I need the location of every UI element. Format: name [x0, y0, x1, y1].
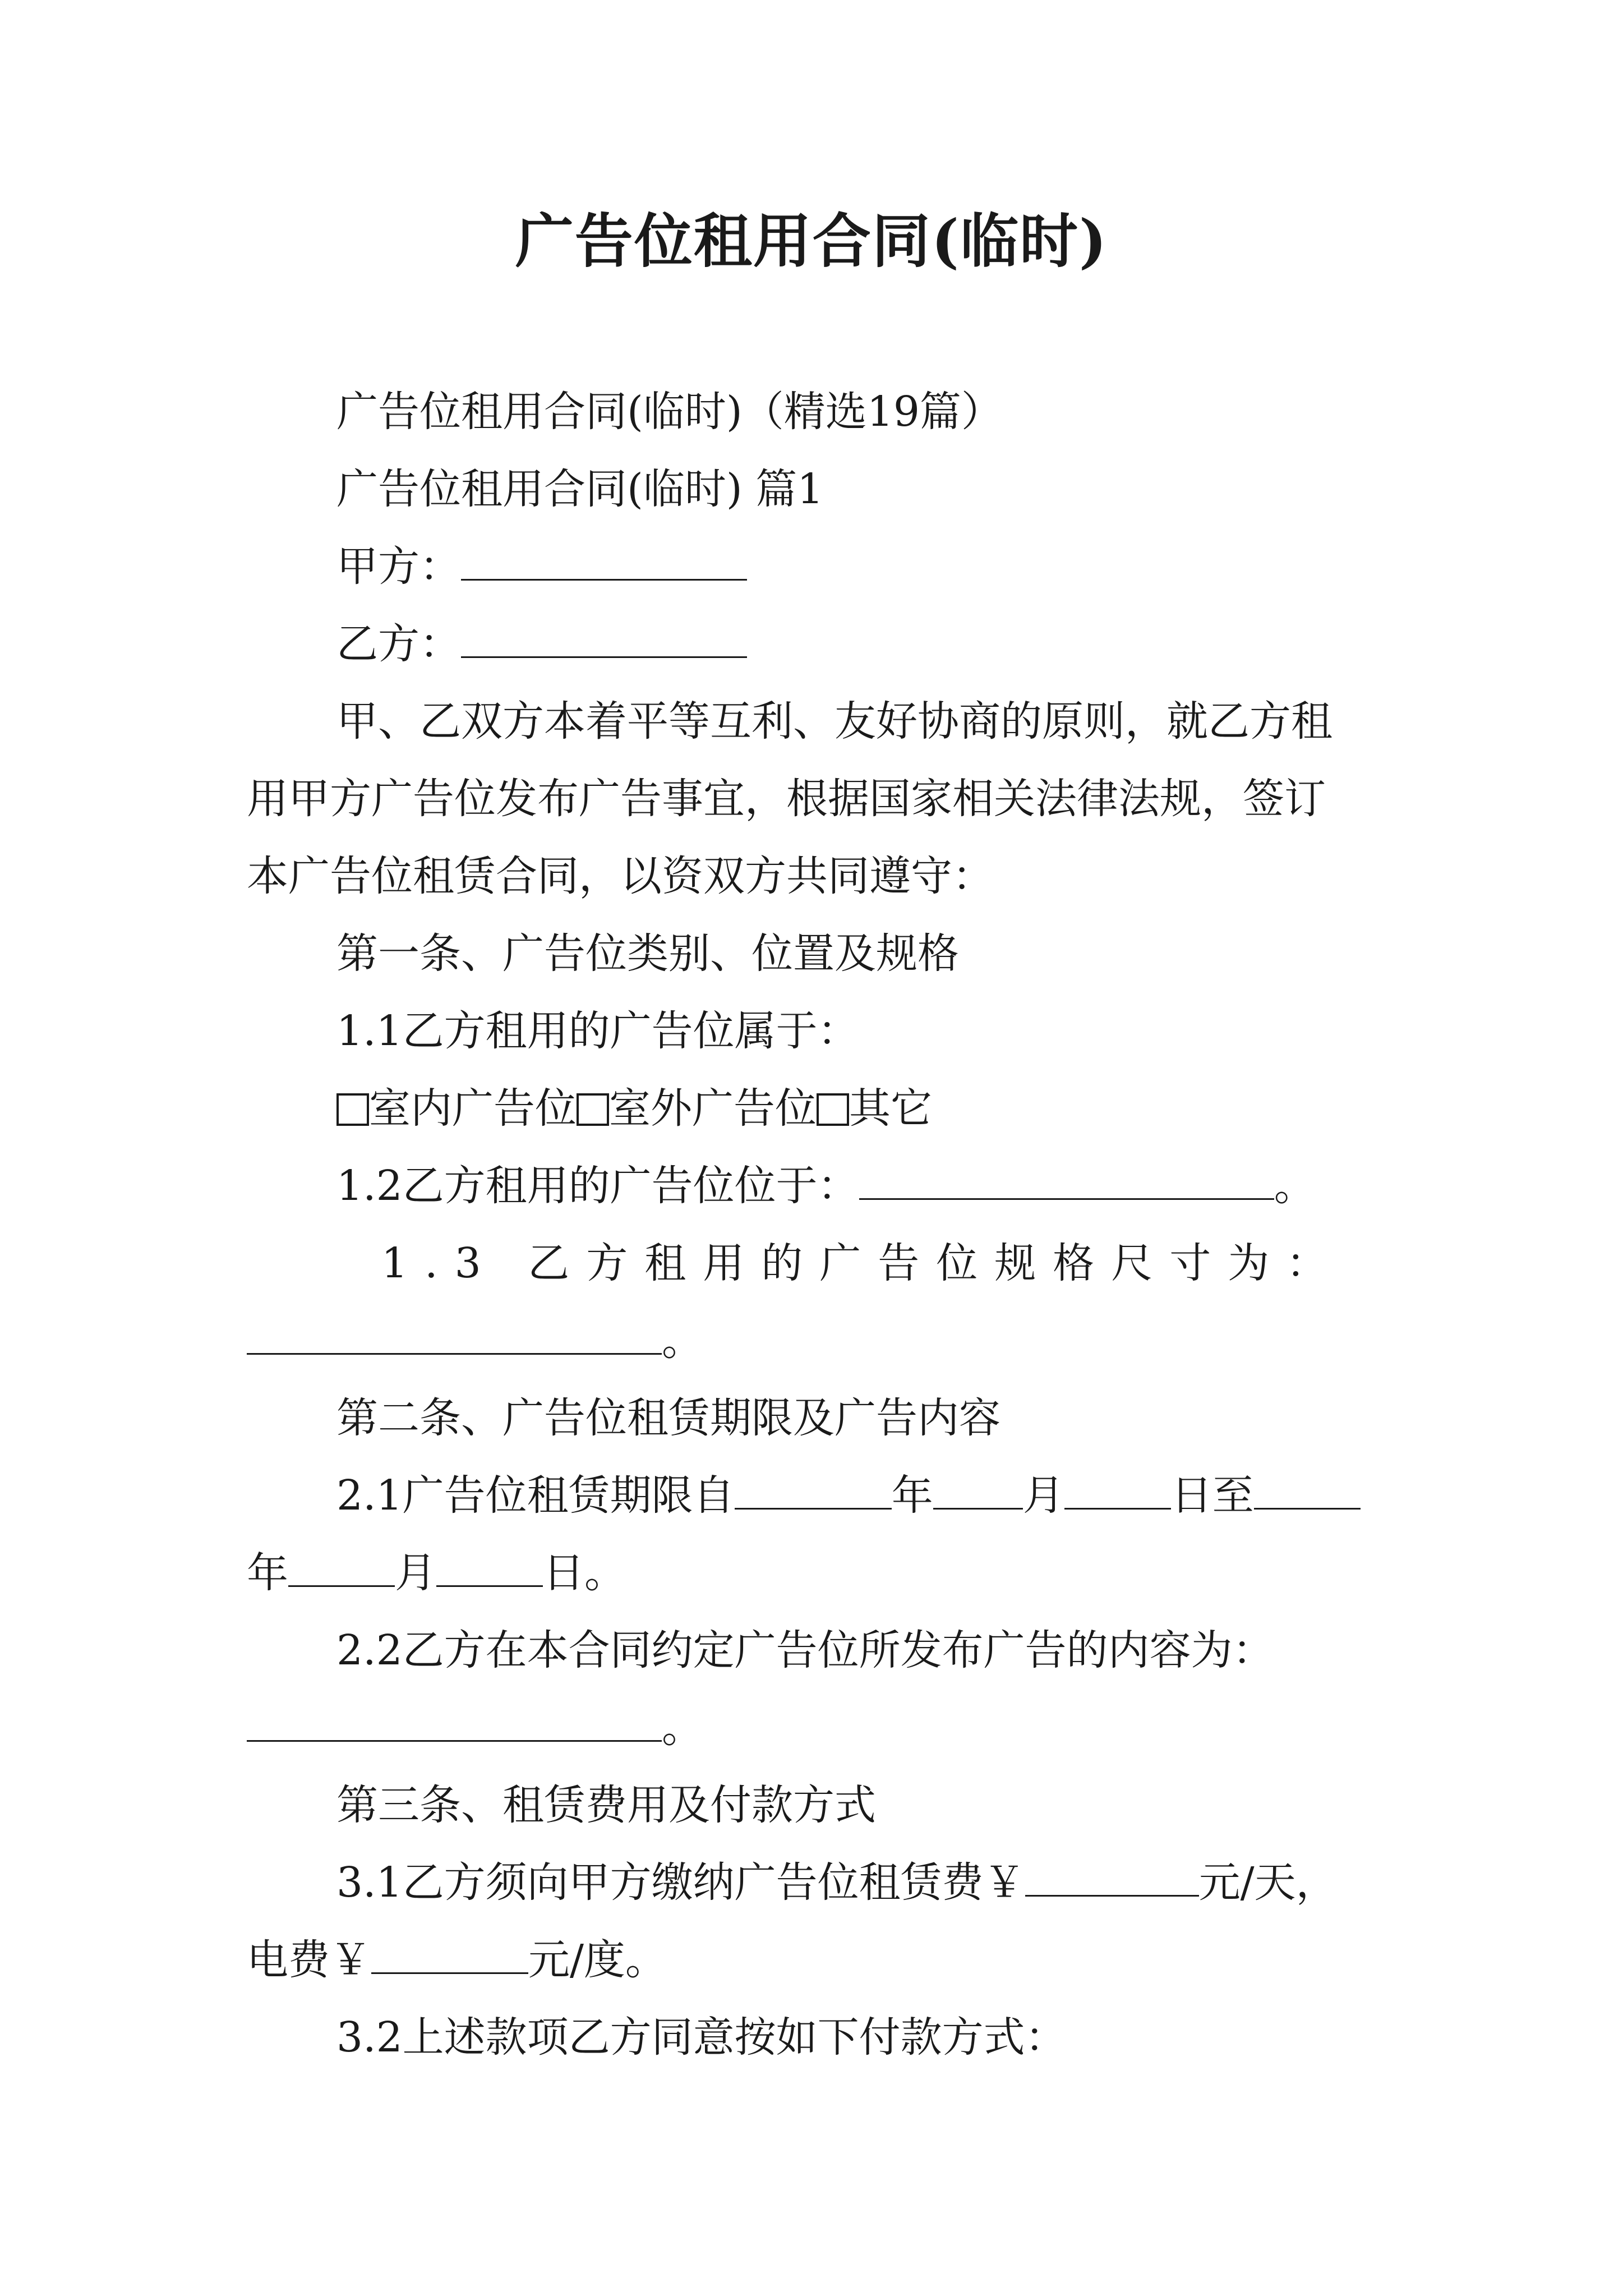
item-3-1	[247, 1844, 1376, 1921]
article2-heading-text: 第二条、广告位租赁期限及广告内容	[336, 1394, 1000, 1442]
start-year-label: 年	[891, 1471, 933, 1520]
start-day-label: 日至	[1170, 1471, 1254, 1520]
content-blank[interactable]	[247, 1708, 662, 1742]
article1-heading-text: 第一条、广告位类别、位置及规格	[336, 930, 959, 978]
item-2-2	[247, 1612, 1376, 1689]
checkbox-other[interactable]	[817, 1093, 849, 1126]
item-2-2-end: 。	[662, 1704, 703, 1752]
party-a-label: 甲方：	[336, 542, 461, 591]
rent-fee-blank[interactable]	[1025, 1862, 1199, 1897]
article2-heading	[247, 1379, 1376, 1457]
electricity-label: 电费￥	[247, 1936, 371, 1984]
preamble-text-1: 甲、乙双方本着平等互利、友好协商的原则，就乙方租	[336, 697, 1332, 746]
item-1-2-text: 1.2乙方租用的广告位位于：	[336, 1162, 859, 1210]
party-a-blank[interactable]	[461, 546, 747, 581]
item-2-1-text: 2.1广告位租赁期限自	[336, 1471, 735, 1520]
party-b-blank[interactable]	[461, 624, 747, 658]
location-blank[interactable]	[859, 1166, 1274, 1200]
item-1-3-end: 。	[662, 1317, 703, 1365]
category-options	[247, 1070, 1376, 1147]
preamble-line-3	[247, 838, 1376, 915]
item-3-2-text: 3.2上述款项乙方同意按如下付款方式：	[336, 2013, 1067, 2062]
rent-fee-unit: 元/天，	[1198, 1858, 1338, 1907]
subtitle-text: 广告位租用合同(临时)（精选19篇）	[336, 388, 1003, 436]
end-year-blank-1[interactable]	[1254, 1475, 1361, 1510]
start-year-blank[interactable]	[735, 1475, 892, 1510]
item-2-1-cont	[247, 1534, 1376, 1612]
end-year-label: 年	[247, 1549, 288, 1597]
subtitle-line	[247, 373, 1376, 450]
article3-heading	[247, 1766, 1376, 1844]
item-2-2-cont	[247, 1689, 1376, 1766]
option-other-label: 其它	[849, 1084, 932, 1133]
article3-heading-text: 第三条、租赁费用及付款方式	[336, 1781, 876, 1829]
end-month-label: 月	[395, 1549, 436, 1597]
start-month-label: 月	[1022, 1471, 1064, 1520]
item-2-1	[247, 1457, 1376, 1534]
item-1-2	[247, 1147, 1376, 1225]
party-b-label: 乙方：	[336, 620, 461, 668]
end-day-blank[interactable]	[436, 1553, 543, 1587]
item-1-3-cont	[247, 1302, 1376, 1379]
chapter-line	[247, 450, 1376, 528]
end-day-label: 日。	[543, 1549, 626, 1597]
party-b-line	[247, 605, 1376, 683]
preamble-text-2: 用甲方广告位发布广告事宜，根据国家相关法律法规，签订	[247, 775, 1326, 823]
party-a-line	[247, 528, 1376, 605]
item-1-3-text: 1.3 乙方租用的广告位规格尺寸为：	[381, 1239, 1345, 1287]
preamble-line-1	[247, 683, 1376, 760]
item-1-1-text: 1.1乙方租用的广告位属于：	[336, 1007, 859, 1055]
size-blank[interactable]	[247, 1320, 662, 1355]
option-indoor-label: 室内广告位	[369, 1084, 577, 1133]
item-3-1-text: 3.1乙方须向甲方缴纳广告位租赁费￥	[336, 1858, 1025, 1907]
document-title: 广告位租用合同(临时)	[515, 206, 1108, 275]
item-3-2	[247, 1999, 1376, 2076]
option-outdoor-label: 室外广告位	[609, 1084, 817, 1133]
checkbox-outdoor[interactable]	[577, 1093, 609, 1126]
preamble-line-2	[247, 760, 1376, 838]
start-month-blank[interactable]	[933, 1475, 1023, 1510]
electricity-unit: 元/度。	[528, 1936, 667, 1984]
chapter-text: 广告位租用合同(临时) 篇1	[336, 465, 824, 513]
end-month-blank[interactable]	[288, 1553, 395, 1587]
electricity-fee-blank[interactable]	[371, 1940, 528, 1974]
checkbox-indoor[interactable]	[336, 1093, 369, 1126]
article1-heading	[247, 915, 1376, 992]
item-1-3	[247, 1225, 1376, 1302]
item-2-2-text: 2.2乙方在本合同约定广告位所发布广告的内容为：	[336, 1626, 1274, 1674]
item-3-1-cont	[247, 1921, 1376, 1999]
item-1-1	[247, 992, 1376, 1070]
preamble-text-3: 本广告位租赁合同，以资双方共同遵守：	[247, 852, 994, 900]
item-1-2-end: 。	[1274, 1162, 1316, 1210]
start-day-blank[interactable]	[1064, 1475, 1171, 1510]
